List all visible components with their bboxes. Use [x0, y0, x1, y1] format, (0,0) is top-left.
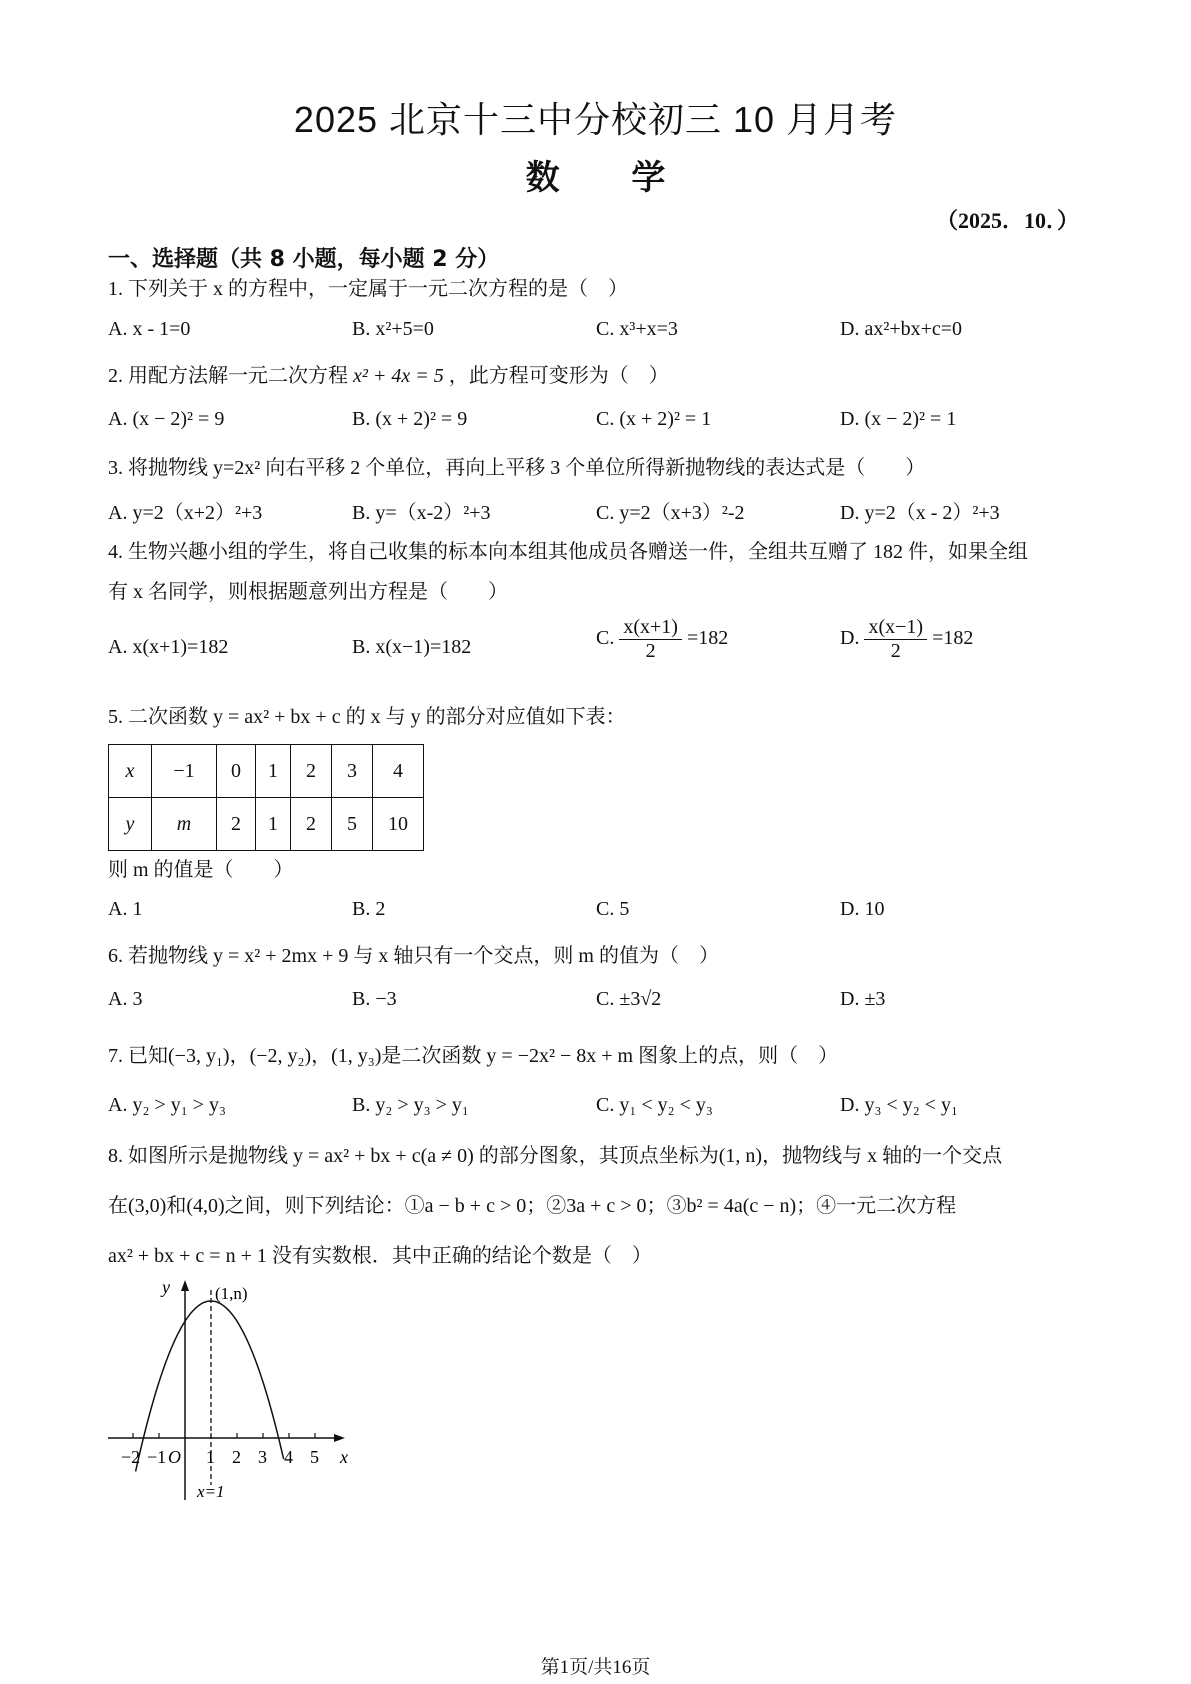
table-cell: 10: [373, 798, 424, 851]
tick-label: −1: [147, 1447, 167, 1467]
table-cell: 2: [217, 798, 256, 851]
x-axis-label: x: [340, 1447, 348, 1467]
table-cell: 1: [256, 798, 291, 851]
tick-label: −2: [121, 1447, 141, 1467]
tick-labels: [121, 1447, 319, 1467]
option-d: D. ±3: [840, 988, 886, 1010]
table-row-x: [109, 745, 424, 798]
option-a: A. x(x+1)=182: [108, 636, 229, 658]
option-d: D. y=2（x - 2）²+3: [840, 502, 1000, 524]
question-4-options: [108, 616, 1108, 690]
row-header: y: [109, 798, 152, 851]
question-3-stem: 3. 将抛物线 y=2x² 向右平移 2 个单位，再向上平移 3 个单位所得新抛物线的表达式是（ ）: [108, 457, 926, 479]
table-cell: 2: [291, 798, 332, 851]
table-row-y: [109, 798, 424, 851]
vertex-label: (1,n): [215, 1284, 248, 1303]
y-axis-label: y: [162, 1277, 170, 1297]
origin-label: O: [168, 1447, 181, 1467]
table-cell: −1: [152, 745, 217, 798]
fraction: [864, 616, 927, 663]
question-5-options: [108, 898, 1108, 928]
question-8-stem-line3: ax² + bx + c = n + 1 没有实数根．其中正确的结论个数是（ ）: [108, 1245, 652, 1267]
option-a: A. (x − 2)² = 9: [108, 408, 225, 430]
option-c: C. y=2（x+3）²-2: [596, 502, 745, 524]
option-b: B. 2: [352, 898, 386, 920]
option-a: A. y₂ > y₁ > y₃: [108, 1094, 226, 1116]
fraction: [619, 616, 682, 663]
denominator: 2: [645, 640, 656, 662]
question-8-stem-line2: 在(3,0)和(4,0)之间，则下列结论：①a − b + c > 0；②3a + c > 0；③b² = 4a(c − n)；④一元二次方程: [108, 1195, 957, 1217]
option-a: A. y=2（x+2）²+3: [108, 502, 263, 524]
option-a: A. 1: [108, 898, 143, 920]
question-6-stem: 6. 若抛物线 y = x² + 2mx + 9 与 x 轴只有一个交点，则 m 的值为（ ）: [108, 945, 719, 967]
question-2-options: [108, 408, 1108, 438]
question-1-options: [108, 318, 1108, 348]
subject-title: 数 学: [525, 158, 666, 198]
tick-label: 5: [310, 1447, 319, 1467]
option-b: B. y₂ > y₃ > y₁: [352, 1094, 469, 1116]
option-d: [840, 616, 973, 663]
x-axis-arrow-icon: [334, 1434, 345, 1442]
y-axis-arrow-icon: [181, 1280, 189, 1291]
question-4-stem-line1: 4. 生物兴趣小组的学生，将自己收集的标本向本组其他成员各赠送一件，全组共互赠了 182 件，如果全组: [108, 541, 1028, 563]
option-b: B. y=（x-2）²+3: [352, 502, 491, 524]
value-table: [108, 744, 424, 851]
option-b: B. x(x−1)=182: [352, 636, 472, 658]
question-7-stem: 7. 已知(−3, y₁)，(−2, y₂)，(1, y₃)是二次函数 y = −2x² − 8x + m 图象上的点，则（ ）: [108, 1045, 839, 1067]
tick-label: 1: [206, 1447, 215, 1467]
tick-label: 3: [258, 1447, 267, 1467]
question-3-options: [108, 496, 1108, 526]
option-c: C. 5: [596, 898, 630, 920]
equation-rhs: =182: [932, 627, 974, 650]
option-c: C. (x + 2)² = 1: [596, 408, 712, 430]
stem-equation: x² + 4x = 5: [353, 365, 444, 387]
option-label: D.: [840, 627, 860, 650]
numerator: x(x−1): [864, 616, 927, 640]
tick-label: 2: [232, 1447, 241, 1467]
table-cell: 1: [256, 745, 291, 798]
table-cell: 3: [332, 745, 373, 798]
question-2-stem: [108, 362, 669, 390]
question-8-stem-line1: 8. 如图所示是抛物线 y = ax² + bx + c(a ≠ 0) 的部分图象，其顶点坐标为(1, n)，抛物线与 x 轴的一个交点: [108, 1145, 1003, 1167]
table-cell: 2: [291, 745, 332, 798]
option-d: D. y₃ < y₂ < y₁: [840, 1094, 958, 1116]
exam-title: 2025 北京十三中分校初三 10 月月考: [293, 99, 898, 140]
table-cell: 5: [332, 798, 373, 851]
option-b: B. x²+5=0: [352, 318, 434, 340]
option-c: [596, 616, 728, 663]
table-cell: m: [152, 798, 217, 851]
option-d: D. (x − 2)² = 1: [840, 408, 957, 430]
symmetry-label: x=1: [197, 1482, 225, 1501]
question-7-options: [108, 1094, 1108, 1124]
question-5-follow: 则 m 的值是（ ）: [108, 859, 294, 881]
option-a: A. x - 1=0: [108, 318, 191, 340]
parabola-curve: [136, 1301, 284, 1471]
exam-date: （2025．10．）: [935, 208, 1079, 233]
option-c: C. x³+x=3: [596, 318, 678, 340]
stem-text: ，此方程可变形为（ ）: [448, 365, 669, 387]
row-header: x: [109, 745, 152, 798]
stem-text: 2. 用配方法解一元二次方程: [108, 365, 348, 387]
table-cell: 4: [373, 745, 424, 798]
parabola-figure: [100, 1275, 350, 1510]
question-1-stem: 1. 下列关于 x 的方程中，一定属于一元二次方程的是（ ）: [108, 278, 628, 300]
question-4-stem-line2: 有 x 名同学，则根据题意列出方程是（ ）: [108, 581, 508, 603]
option-d: D. ax²+bx+c=0: [840, 318, 963, 340]
question-6-options: [108, 988, 1108, 1018]
option-a: A. 3: [108, 988, 143, 1010]
page-number: 第1页/共16页: [540, 1657, 651, 1678]
tick-label: 4: [284, 1447, 293, 1467]
numerator: x(x+1): [619, 616, 682, 640]
option-c: C. y₁ < y₂ < y₃: [596, 1094, 713, 1116]
question-5-stem: 5. 二次函数 y = ax² + bx + c 的 x 与 y 的部分对应值如下表：: [108, 706, 626, 728]
option-d: D. 10: [840, 898, 885, 920]
equation-rhs: =182: [686, 627, 729, 650]
option-c: C. ±3√2: [596, 988, 662, 1010]
option-b: B. (x + 2)² = 9: [352, 408, 468, 430]
table-cell: 0: [217, 745, 256, 798]
denominator: 2: [890, 640, 901, 662]
option-label: C.: [596, 627, 615, 650]
section-heading: 一、选择题（共 8 小题，每小题 2 分）: [108, 247, 500, 272]
option-b: B. −3: [352, 988, 397, 1010]
